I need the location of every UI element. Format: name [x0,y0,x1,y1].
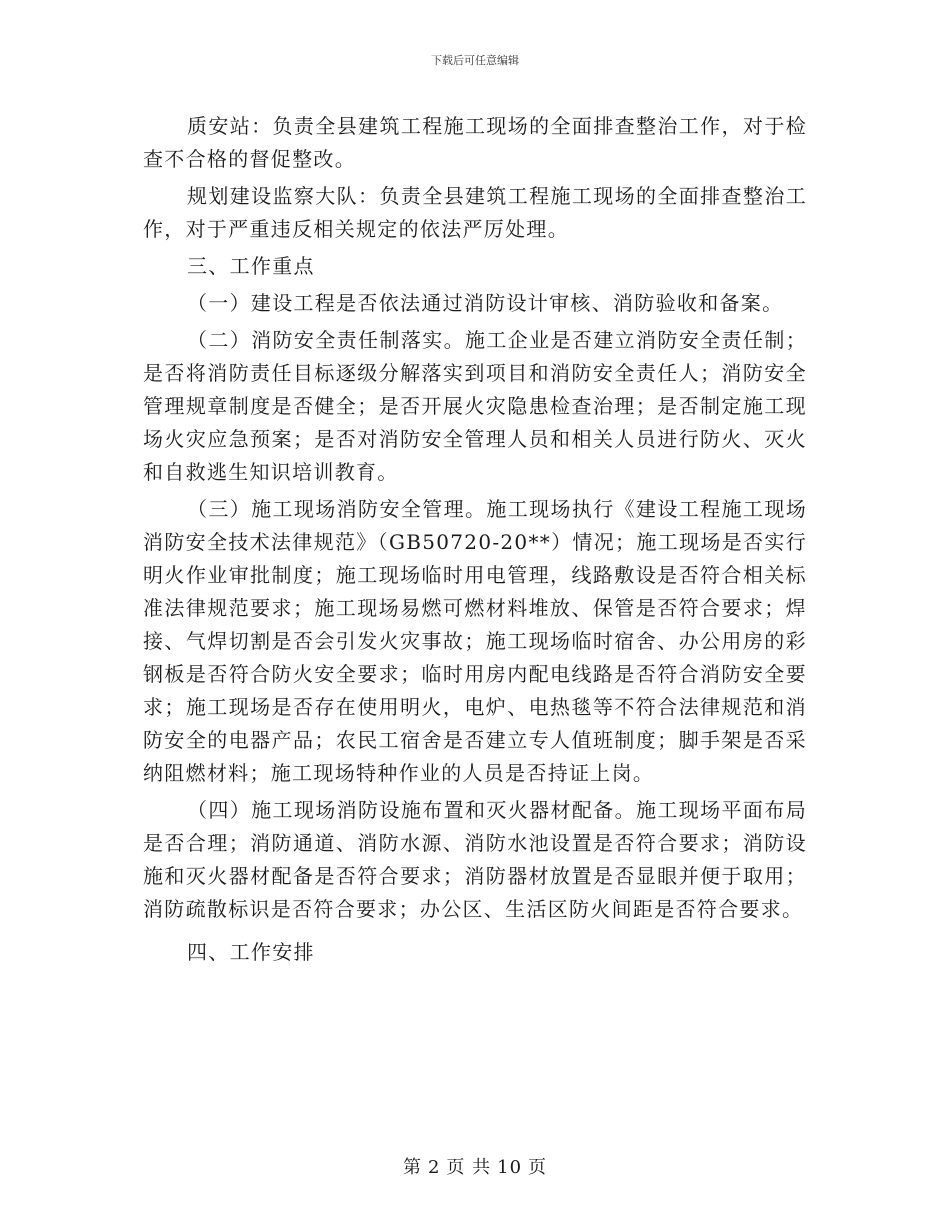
paragraph-item-2: （二）消防安全责任制落实。施工企业是否建立消防安全责任制；是否将消防责任目标逐级分解落实到项目和消防安全责任人；消防安全管理规章制度是否健全；是否开展火灾隐患检查治理；是否制定施工现场火灾应急预案；是否对消防安全管理人员和相关人员进行防火、灭火和自救逃生知识培训教育。 [143,328,807,484]
paragraph-inspection-brigade: 规划建设监察大队：负责全县建筑工程施工现场的全面排查整治工作，对于严重违反相关规定的依法严厉处理。 [143,184,807,241]
paragraph-item-3: （三）施工现场消防安全管理。施工现场执行《建设工程施工现场消防安全技术法律规范》（GB50720-20**）情况；施工现场是否实行明火作业审批制度；施工现场临时用电管理，线路敷设是否符合相关标准法律规范要求；施工现场易燃可燃材料堆放、保管是否符合要求；焊接、气焊切割是否会引发火灾事故；施工现场临时宿舍、办公用房的彩钢板是否符合防火安全要求；临时用房内配电线路是否符合消防安全要求；施工现场是否存在使用明火，电炉、电热毯等不符合法律规范和消防安全的电器产品；农民工宿舍是否建立专人值班制度；脚手架是否采纳阻燃材料；施工现场特种作业的人员是否持证上岗。 [143,497,807,785]
page-header: 下载后可任意编辑 [431,54,519,67]
footer-prefix: 第 [402,1157,422,1178]
paragraph-item-4: （四）施工现场消防设施布置和灭火器材配备。施工现场平面布局是否合理；消防通道、消防水源、消防水池设置是否符合要求；消防设施和灭火器材配备是否符合要求；消防器材放置是否显眼并便于取用；消防疏散标识是否符合要求；办公区、生活区防火间距是否符合要求。 [143,798,807,921]
section-heading-work-arrangement: 四、工作安排 [187,940,315,964]
footer-middle: 页 共 [446,1157,492,1178]
footer-suffix: 页 [528,1157,548,1178]
page-footer [0,1153,950,1179]
paragraph-quality-station: 质安站：负责全县建筑工程施工现场的全面排查整治工作，对于检查不合格的督促整改。 [143,114,807,171]
document-body [143,110,807,969]
footer-page-number: 2 [427,1157,441,1178]
section-heading-work-focus: 三、工作重点 [187,254,315,278]
paragraph-item-1: （一）建设工程是否依法通过消防设计审核、消防验收和备案。 [187,291,784,315]
footer-total-pages: 10 [497,1157,523,1178]
